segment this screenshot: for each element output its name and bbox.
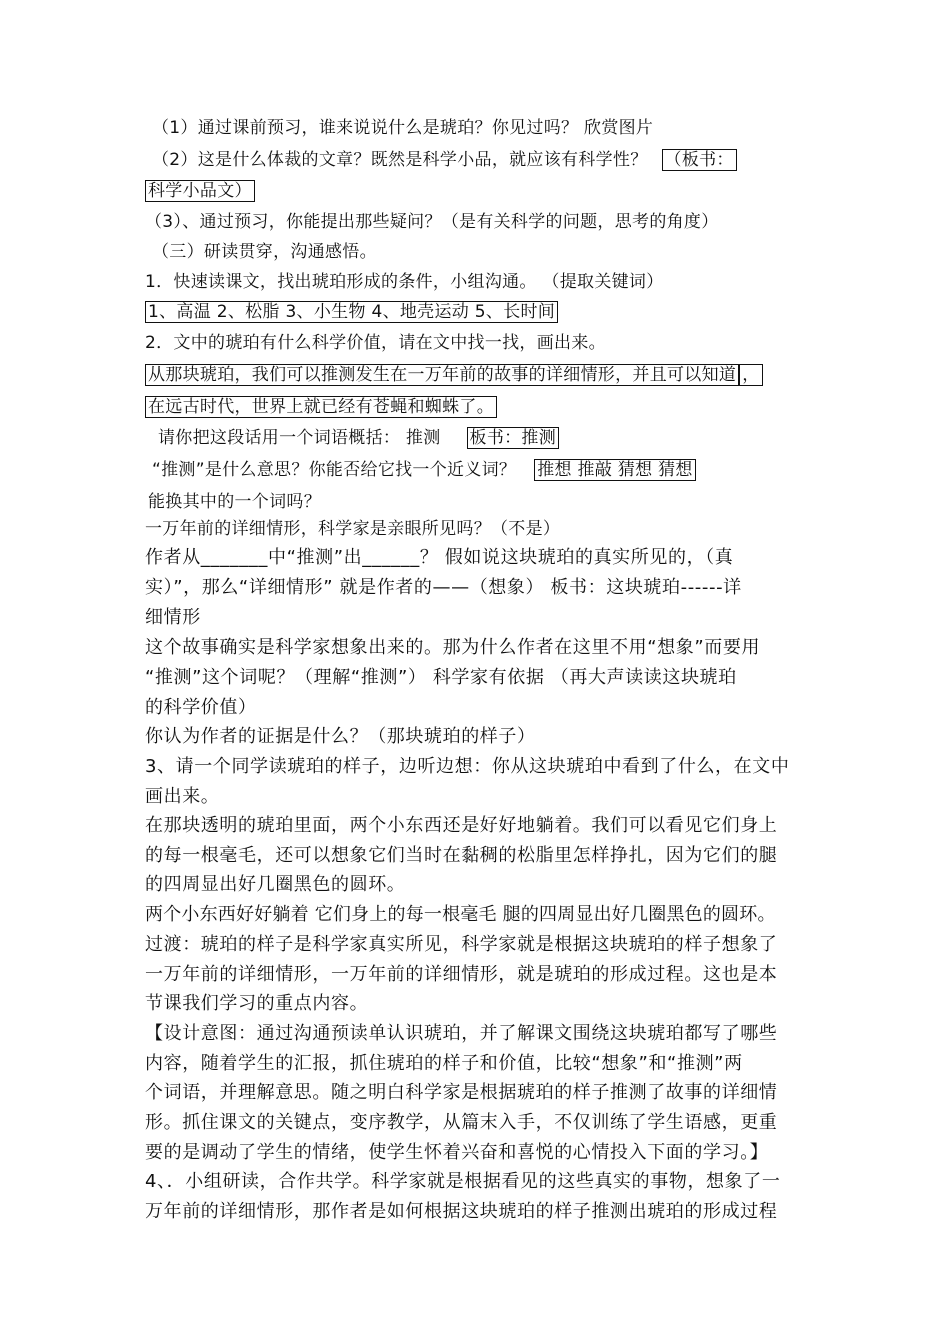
line-4: （3）、通过预习，你能提出那些疑问？（是有关科学的问题，思考的角度） (145, 212, 719, 232)
line-23: 画出来。 (145, 786, 220, 807)
board-note-tuice: 板书：推测 (467, 427, 560, 449)
line-30: 节课我们学习的重点内容。 (145, 993, 369, 1014)
line-3 (145, 179, 255, 203)
design-intent-5: 要的是调动了学生的情绪，使学生怀着兴奋和喜悦的心情投入下面的学习。】 (145, 1142, 769, 1163)
line-26: 的四周显出好几圈黑色的圆环。 (145, 874, 406, 895)
line-21: 你认为作者的证据是什么？（那块琥珀的样子） (145, 726, 536, 747)
line-22: 3、请一个同学读琥珀的样子，边听边想：你从这块琥珀中看到了什么，在文中 (145, 756, 790, 777)
line-12 (152, 458, 696, 482)
line-19: “推测”这个词呢？（理解“推测”） 科学家有依据 （再大声读读这块琥珀 (145, 667, 737, 688)
keywords-box: 1、高温 2、松脂 3、小生物 4、地壳运动 5、长时间 (145, 301, 558, 323)
line-36: 4、．小组研读，合作共学。科学家就是根据看见的这些真实的事物，想象了一 (145, 1171, 781, 1192)
line-27: 两个小东西好好躺着 它们身上的每一根毫毛 腿的四周显出好几圈黑色的圆环。 (145, 904, 776, 925)
design-intent-3: 个词语，并理解意思。随之明白科学家是根据琥珀的样子推测了故事的详细情 (145, 1082, 778, 1103)
line-16: 实）”，那么“详细情形” 就是作者的——（想象） 板书：这块琥珀------详 (145, 577, 742, 598)
line-10 (145, 395, 497, 419)
quote-box-1: 从那块琥珀，我们可以推测发生在一万年前的故事的详细情形，并且可以知道 (145, 364, 739, 386)
section-heading: （三）研读贯穿，沟通感悟。 (152, 242, 377, 262)
line-8: 2．文中的琥珀有什么科学价值，请在文中找一找，画出来。 (145, 333, 606, 353)
line-28: 过渡：琥珀的样子是科学家真实所见，科学家就是根据这块琥珀的样子想象了 (145, 934, 778, 955)
line-24: 在那块透明的琥珀里面，两个小东西还是好好地躺着。我们可以看见它们身上 (145, 815, 778, 836)
board-note-box-open: （板书： (662, 149, 737, 171)
question-genre: （2）这是什么体裁的文章？既然是科学小品，就应该有科学性？ (152, 150, 648, 170)
line-7 (145, 300, 558, 324)
design-intent-1: 【设计意图：通过沟通预读单认识琥珀，并了解课文围绕这块琥珀都写了哪些 (145, 1023, 778, 1044)
line-17: 细情形 (145, 607, 201, 628)
summarize-prompt: 请你把这段话用一个词语概括： 推测 (158, 428, 441, 448)
line-9 (145, 363, 763, 387)
quote-box-comma: ， (739, 364, 762, 386)
line-29: 一万年前的详细情形，一万年前的详细情形，就是琥珀的形成过程。这也是本 (145, 964, 778, 985)
line-15: 作者从_______中“推测”出______？ 假如说这块琥珀的真实所见的，（真 (145, 547, 734, 568)
synonyms-box: 推想 推敲 猜想 猜想 (534, 459, 696, 481)
line-14: 一万年前的详细情形，科学家是亲眼所见吗？（不是） (145, 519, 561, 539)
line-20: 的科学价值） (145, 697, 257, 718)
synonym-prompt: “推测”是什么意思？你能否给它找一个近义词？ (152, 460, 517, 480)
design-intent-4: 形。抓住课文的关键点，变序教学，从篇末入手，不仅训练了学生语感，更重 (145, 1112, 778, 1133)
board-note-box-close: 科学小品文） (145, 180, 255, 202)
line-18: 这个故事确实是科学家想象出来的。那为什么作者在这里不用“想象”而要用 (145, 637, 761, 658)
quote-box-2: 在远古时代，世界上就已经有苍蝇和蜘蛛了。 (145, 396, 497, 418)
line-13: 能换其中的一个词吗？ (148, 492, 321, 512)
line-1: （1）通过课前预习，谁来说说什么是琥珀？你见过吗？ 欣赏图片 (152, 118, 654, 138)
line-25: 的每一根毫毛，还可以想象它们当时在黏稠的松脂里怎样挣扎，因为它们的腿 (145, 845, 778, 866)
line-2 (152, 148, 737, 172)
line-11 (158, 426, 559, 450)
design-intent-2: 内容，随着学生的汇报，抓住琥珀的样子和价值，比较“想象”和“推测”两 (145, 1053, 743, 1074)
line-6: 1．快速读课文，找出琥珀形成的条件，小组沟通。 （提取关键词） (145, 272, 664, 292)
line-37: 万年前的详细情形，那作者是如何根据这块琥珀的样子推测出琥珀的形成过程 (145, 1201, 778, 1222)
